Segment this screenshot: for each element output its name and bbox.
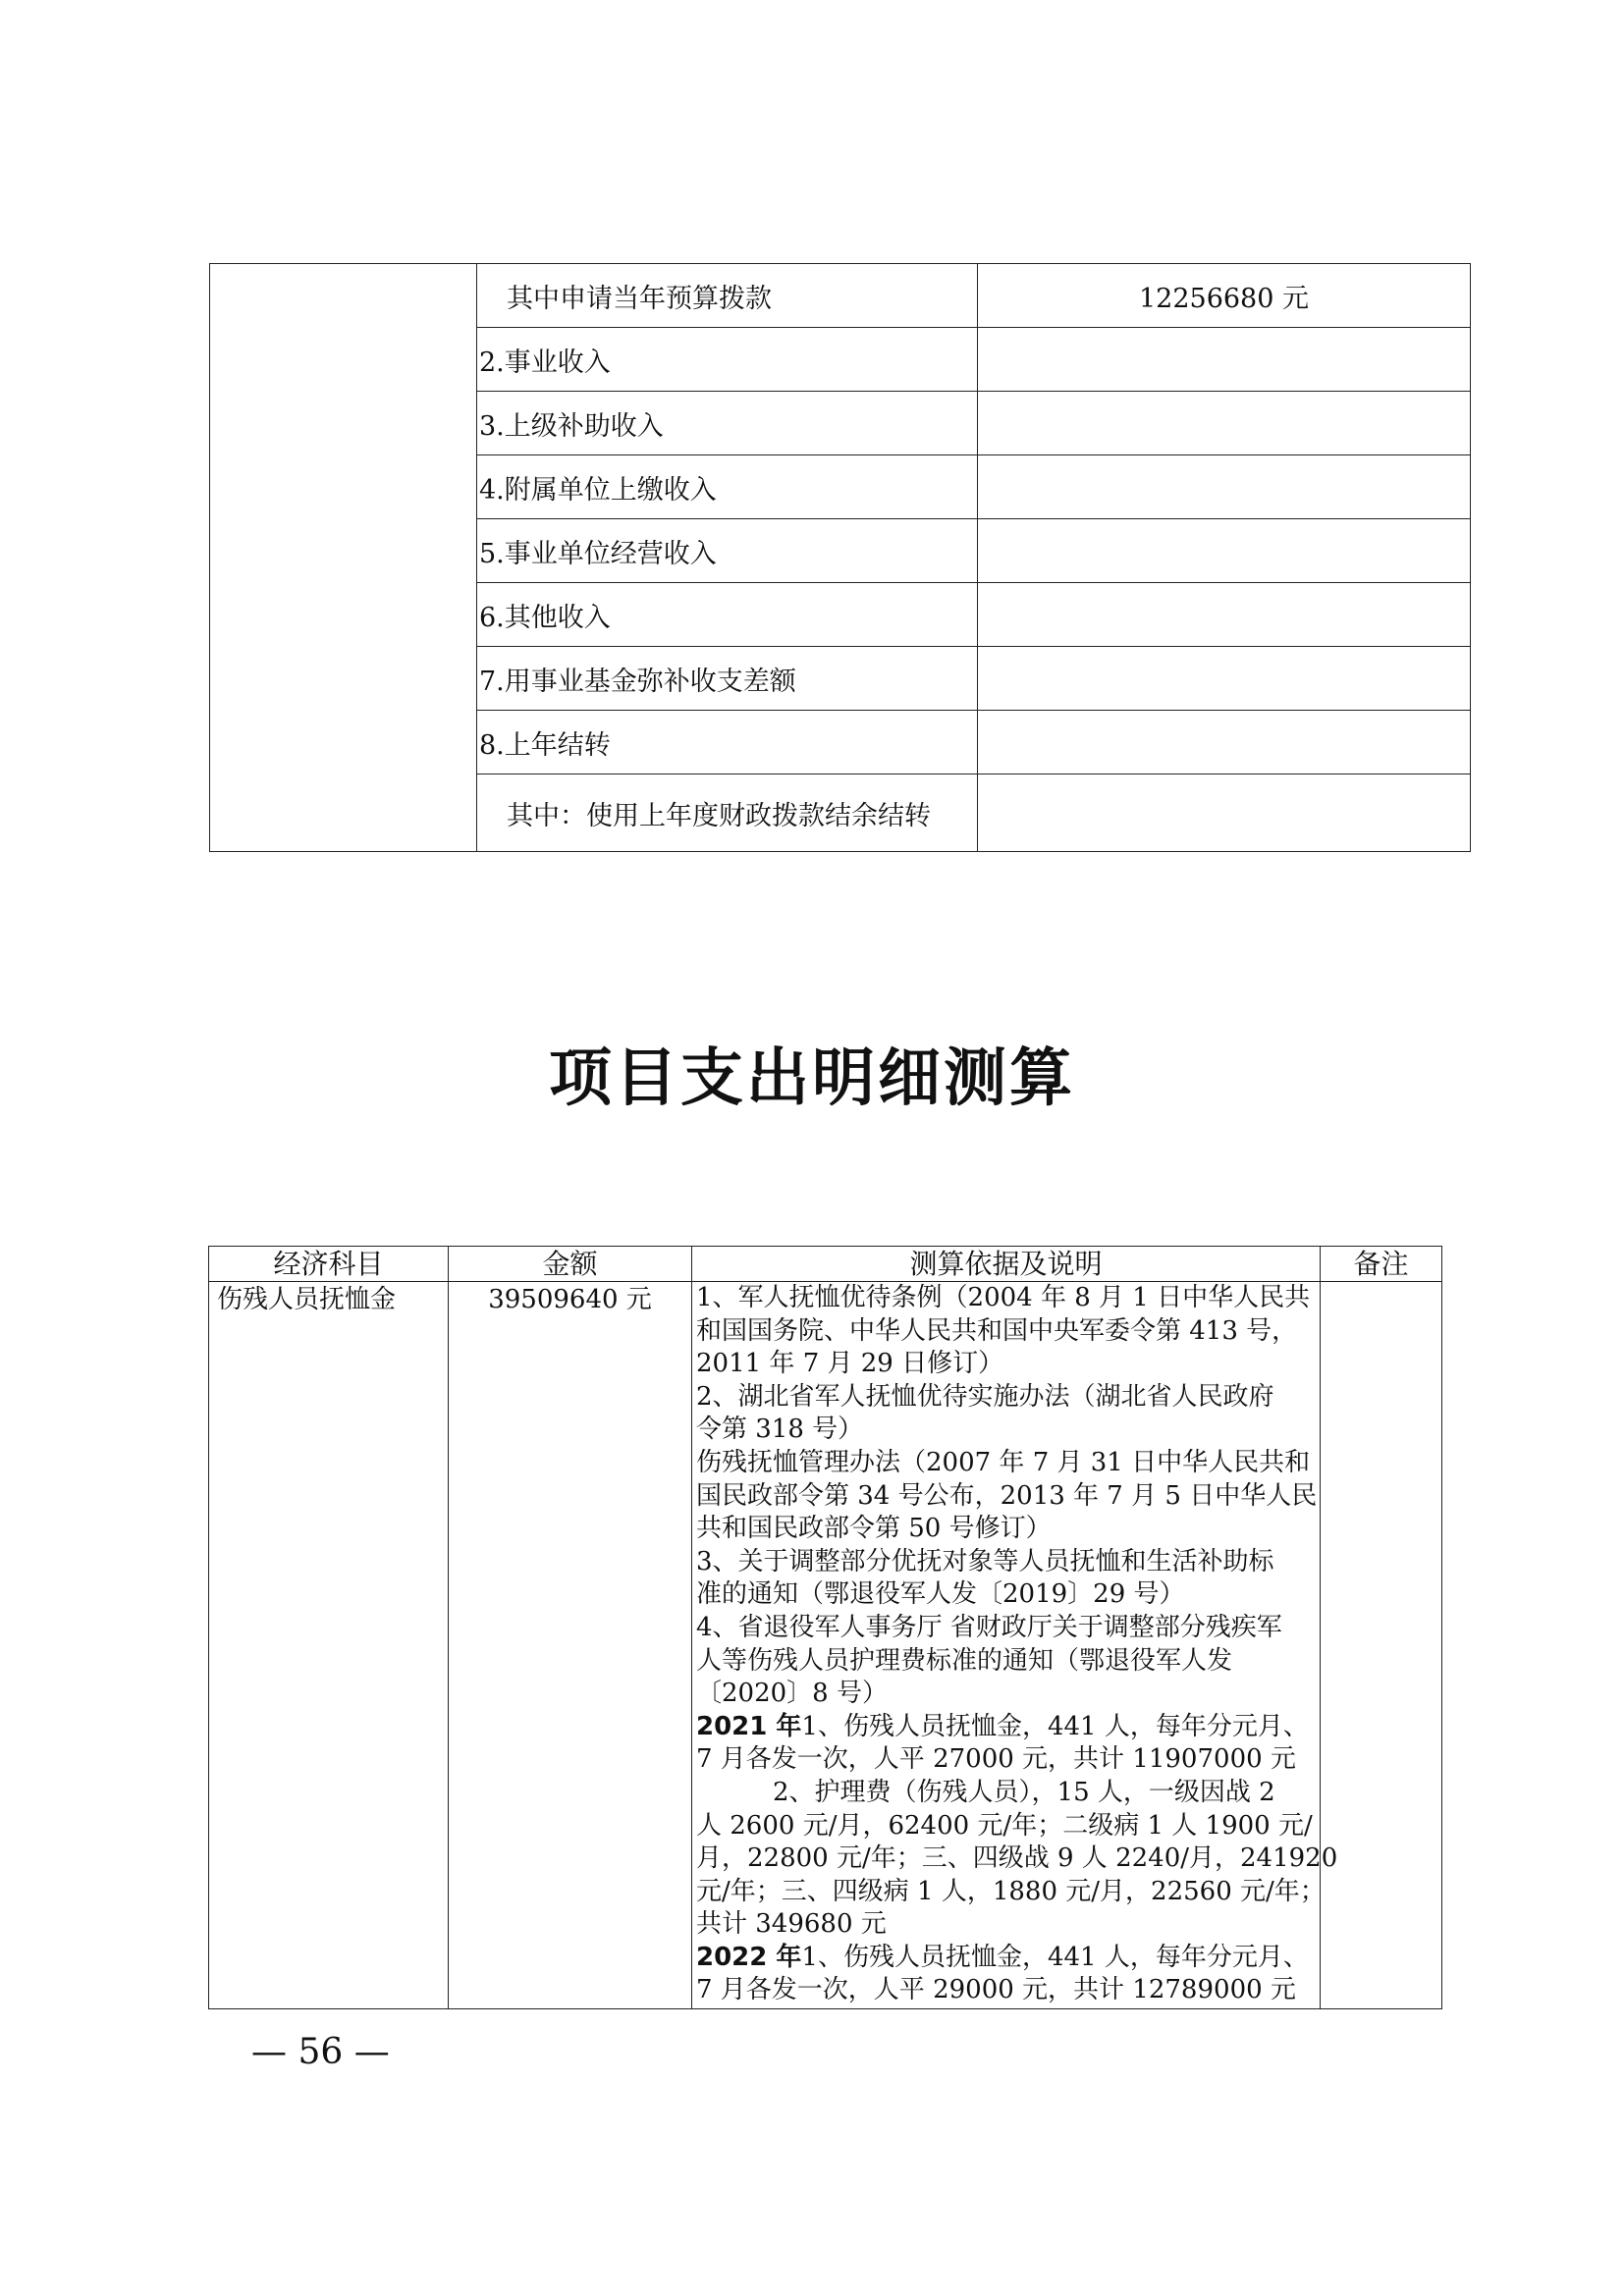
subject-cell: 伤残人员抚恤金 <box>209 1282 449 2009</box>
income-value <box>978 392 1471 455</box>
income-label: 2.事业收入 <box>477 328 978 392</box>
basis-line: 共和国民政部令第 50 号修订） <box>696 1514 1052 1544</box>
income-value <box>978 647 1471 711</box>
table-row <box>209 1282 1442 2009</box>
income-label: 其中申请当年预算拨款 <box>477 264 978 328</box>
income-value: 12256680 元 <box>978 264 1471 328</box>
table-header-row <box>209 1247 1442 1282</box>
basis-line: 〔2020〕8 号） <box>696 1679 888 1709</box>
income-label: 3.上级补助收入 <box>477 392 978 455</box>
basis-line-text: 1、伤残人员抚恤金，441 人，每年分元月、 <box>801 1942 1309 1972</box>
income-value <box>978 774 1471 852</box>
header-subject: 经济科目 <box>209 1247 449 1282</box>
header-amount: 金额 <box>449 1247 692 1282</box>
income-value <box>978 455 1471 519</box>
basis-line: 4、省退役军人事务厅 省财政厅关于调整部分残疾军 <box>696 1612 1282 1642</box>
detail-table <box>208 1246 1442 2009</box>
basis-line: 7 月各发一次，人平 29000 元，共计 12789000 元 <box>696 1975 1296 2005</box>
income-label: 7.用事业基金弥补收支差额 <box>477 647 978 711</box>
basis-line: 2、护理费（伤残人员），15 人，一级因战 2 <box>773 1777 1275 1807</box>
basis-line: 2、湖北省军人抚恤优待实施办法（湖北省人民政府 <box>696 1381 1274 1412</box>
basis-line: 令第 318 号） <box>696 1415 864 1445</box>
section-title: 项目支出明细测算 <box>549 1042 1075 1115</box>
year-label: 2021 年 <box>696 1711 802 1741</box>
basis-line-year <box>696 1711 1316 1744</box>
income-value <box>978 711 1471 774</box>
basis-line: 月，22800 元/年；三、四级战 9 人 2240/月，241920 <box>696 1843 1338 1874</box>
basis-line-text: 1、伤残人员抚恤金，441 人，每年分元月、 <box>801 1711 1309 1741</box>
header-remark: 备注 <box>1321 1247 1442 1282</box>
table-row <box>210 264 1471 328</box>
basis-line: 1、军人抚恤优待条例（2004 年 8 月 1 日中华人民共 <box>696 1283 1311 1312</box>
income-label: 8.上年结转 <box>477 711 978 774</box>
basis-line: 共计 349680 元 <box>696 1909 887 1940</box>
header-basis: 测算依据及说明 <box>692 1247 1321 1282</box>
basis-line: 人等伤残人员护理费标准的通知（鄂退役军人发 <box>696 1645 1233 1676</box>
income-label: 其中：使用上年度财政拨款结余结转 <box>477 774 978 852</box>
basis-line: 国民政部令第 34 号公布，2013 年 7 月 5 日中华人民 <box>696 1480 1318 1511</box>
basis-line: 准的通知（鄂退役军人发〔2019〕29 号） <box>696 1579 1185 1610</box>
basis-line: 7 月各发一次，人平 27000 元，共计 11907000 元 <box>696 1744 1296 1775</box>
basis-line: 和国国务院、中华人民共和国中央军委令第 413 号， <box>696 1315 1298 1346</box>
income-label: 5.事业单位经营收入 <box>477 519 978 583</box>
remark-cell <box>1321 1282 1442 2009</box>
basis-line: 元/年；三、四级病 1 人，1880 元/月，22560 元/年； <box>696 1876 1326 1906</box>
income-value <box>978 328 1471 392</box>
income-table <box>209 263 1471 852</box>
amount-cell: 39509640 元 <box>449 1282 692 2009</box>
basis-line-year <box>696 1942 1316 1975</box>
basis-line: 3、关于调整部分优抚对象等人员抚恤和生活补助标 <box>696 1546 1274 1576</box>
income-value <box>978 519 1471 583</box>
income-label: 4.附属单位上缴收入 <box>477 455 978 519</box>
basis-cell <box>692 1282 1338 2009</box>
merged-empty-cell <box>210 264 477 852</box>
year-label: 2022 年 <box>696 1942 802 1972</box>
page-number: — 56 — <box>251 2032 390 2072</box>
basis-line: 2011 年 7 月 29 日修订） <box>696 1349 1004 1379</box>
income-label: 6.其他收入 <box>477 583 978 647</box>
income-value <box>978 583 1471 647</box>
basis-line: 人 2600 元/月，62400 元/年；二级病 1 人 1900 元/ <box>696 1810 1313 1841</box>
basis-line: 伤残抚恤管理办法（2007 年 7 月 31 日中华人民共和 <box>696 1447 1311 1477</box>
